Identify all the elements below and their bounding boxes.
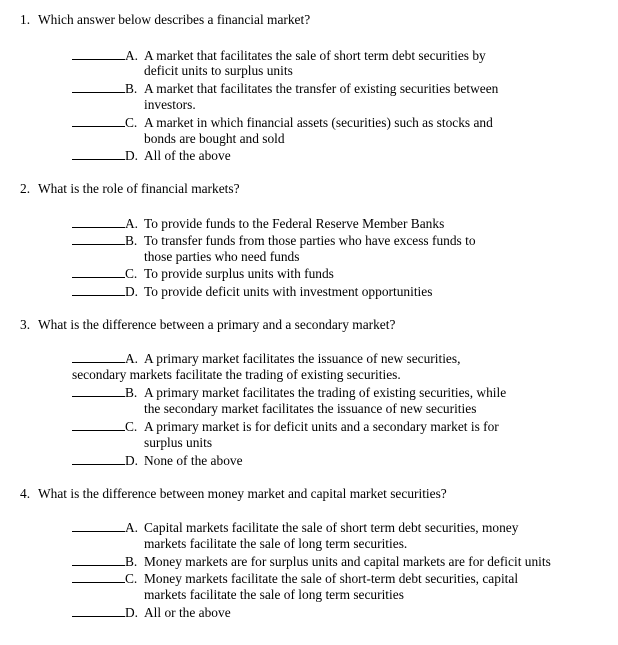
option-letter: C. [125, 115, 138, 130]
option-text: To provide funds to the Federal Reserve Member Banks [144, 216, 445, 231]
option-text-continued: markets facilitate the sale of long term securities. [144, 536, 408, 551]
q1-option-d[interactable] [72, 147, 231, 165]
answer-blank[interactable] [72, 553, 125, 566]
q1-option-a[interactable] [72, 47, 486, 65]
option-text: To transfer funds from those parties who have excess funds to [144, 233, 476, 248]
question-number: 1. [20, 12, 31, 27]
q4-option-c[interactable] [72, 570, 518, 588]
question-4 [20, 486, 447, 502]
answer-blank[interactable] [72, 114, 125, 127]
q2-option-a[interactable] [72, 215, 444, 233]
q3-option-a[interactable] [72, 350, 460, 368]
option-text: A market that facilitates the sale of short term debt securities by [144, 48, 486, 63]
answer-blank[interactable] [72, 80, 125, 93]
option-letter: A. [125, 520, 139, 535]
answer-blank[interactable] [72, 215, 125, 228]
option-letter: C. [125, 571, 138, 586]
option-letter: D. [125, 453, 139, 468]
q4-option-b[interactable] [72, 553, 551, 571]
answer-blank[interactable] [72, 47, 125, 60]
q4-option-d[interactable] [72, 604, 231, 622]
answer-blank[interactable] [72, 232, 125, 245]
question-1 [20, 12, 310, 28]
option-letter: D. [125, 148, 139, 163]
option-text: A primary market is for deficit units and a secondary market is for [144, 419, 499, 434]
q3-option-b[interactable] [72, 384, 506, 402]
option-letter: D. [125, 284, 139, 299]
answer-blank[interactable] [72, 147, 125, 160]
option-text-continued: investors. [144, 97, 196, 112]
option-text: To provide deficit units with investment opportunities [144, 284, 433, 299]
answer-blank[interactable] [72, 283, 125, 296]
option-letter: A. [125, 48, 139, 63]
answer-blank[interactable] [72, 384, 125, 397]
option-text: All or the above [144, 605, 231, 620]
option-text: Capital markets facilitate the sale of short term debt securities, money [144, 520, 519, 535]
q1-option-c[interactable] [72, 114, 493, 132]
option-text: A market that facilitates the transfer of existing securities between [144, 81, 499, 96]
question-number: 4. [20, 486, 31, 501]
question-text: What is the role of financial markets? [38, 181, 240, 196]
q4-option-a[interactable] [72, 519, 518, 537]
option-text-continued: the secondary market facilitates the issuance of new securities [144, 401, 477, 416]
option-text: None of the above [144, 453, 243, 468]
option-text-continued: secondary markets facilitate the trading of existing securities. [72, 367, 401, 382]
answer-blank[interactable] [72, 265, 125, 278]
answer-blank[interactable] [72, 604, 125, 617]
answer-blank[interactable] [72, 418, 125, 431]
question-text: What is the difference between a primary and a secondary market? [38, 317, 396, 332]
option-letter: B. [125, 385, 138, 400]
option-text: A market in which financial assets (securities) such as stocks and [144, 115, 493, 130]
option-letter: B. [125, 81, 138, 96]
option-text-continued: those parties who need funds [144, 249, 300, 264]
option-text: Money markets facilitate the sale of short-term debt securities, capital [144, 571, 519, 586]
option-letter: C. [125, 419, 138, 434]
option-letter: D. [125, 605, 139, 620]
option-text: A primary market facilitates the issuance of new securities, [144, 351, 461, 366]
q2-option-d[interactable] [72, 283, 432, 301]
q2-option-b[interactable] [72, 232, 476, 250]
option-letter: A. [125, 351, 139, 366]
question-number: 3. [20, 317, 31, 332]
option-text: Money markets are for surplus units and capital markets are for deficit units [144, 554, 551, 569]
answer-blank[interactable] [72, 519, 125, 532]
q3-option-d[interactable] [72, 452, 243, 470]
option-text-continued: bonds are bought and sold [144, 131, 285, 146]
answer-blank[interactable] [72, 570, 125, 583]
option-text: To provide surplus units with funds [144, 266, 334, 281]
option-text: A primary market facilitates the trading of existing securities, while [144, 385, 507, 400]
option-text-continued: markets facilitate the sale of long term securities [144, 587, 404, 602]
option-letter: B. [125, 554, 138, 569]
question-3 [20, 317, 395, 333]
option-letter: B. [125, 233, 138, 248]
question-2 [20, 181, 240, 197]
q2-option-c[interactable] [72, 265, 334, 283]
question-text: What is the difference between money market and capital market securities? [38, 486, 447, 501]
option-text-continued: surplus units [144, 435, 213, 450]
option-letter: A. [125, 216, 139, 231]
question-text: Which answer below describes a financial market? [38, 12, 311, 27]
q1-option-b[interactable] [72, 80, 498, 98]
question-number: 2. [20, 181, 31, 196]
option-letter: C. [125, 266, 138, 281]
answer-blank[interactable] [72, 350, 125, 363]
option-text: All of the above [144, 148, 231, 163]
answer-blank[interactable] [72, 452, 125, 465]
q3-option-c[interactable] [72, 418, 499, 436]
option-text-continued: deficit units to surplus units [144, 63, 293, 78]
